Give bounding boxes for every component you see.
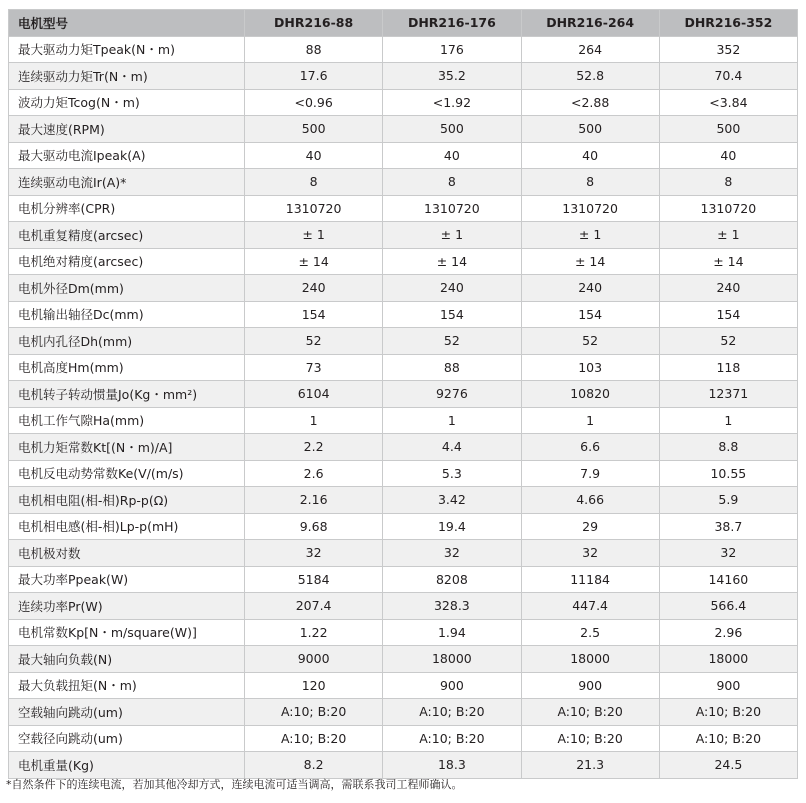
param-name-cell: 电机重复精度(arcsec) <box>9 222 245 249</box>
spec-table <box>8 9 798 779</box>
value-cell: 1310720 <box>659 195 797 222</box>
table-row <box>9 63 798 90</box>
value-cell: 8.2 <box>245 752 383 779</box>
value-cell: 32 <box>521 540 659 567</box>
param-name-cell: 电机转子转动惯量Jo(Kg・mm²) <box>9 381 245 408</box>
header-cell-model-176: DHR216-176 <box>383 10 521 37</box>
table-row <box>9 381 798 408</box>
value-cell: ± 14 <box>245 248 383 275</box>
value-cell: 9.68 <box>245 513 383 540</box>
table-row <box>9 593 798 620</box>
param-name-cell: 电机内孔径Dh(mm) <box>9 328 245 355</box>
value-cell: 2.96 <box>659 619 797 646</box>
table-row <box>9 89 798 116</box>
param-name-cell: 电机力矩常数Kt[(N・m)/A] <box>9 434 245 461</box>
table-row <box>9 222 798 249</box>
value-cell: 9000 <box>245 646 383 673</box>
table-row <box>9 36 798 63</box>
value-cell: 88 <box>245 36 383 63</box>
value-cell: 6104 <box>245 381 383 408</box>
value-cell: 11184 <box>521 566 659 593</box>
value-cell: 7.9 <box>521 460 659 487</box>
table-row <box>9 301 798 328</box>
value-cell: 40 <box>245 142 383 169</box>
value-cell: 73 <box>245 354 383 381</box>
value-cell: <3.84 <box>659 89 797 116</box>
value-cell: 176 <box>383 36 521 63</box>
table-row <box>9 619 798 646</box>
table-row <box>9 407 798 434</box>
value-cell: 18000 <box>383 646 521 673</box>
value-cell: 14160 <box>659 566 797 593</box>
value-cell: 6.6 <box>521 434 659 461</box>
value-cell: 5184 <box>245 566 383 593</box>
value-cell: 12371 <box>659 381 797 408</box>
value-cell: 154 <box>659 301 797 328</box>
value-cell: 70.4 <box>659 63 797 90</box>
value-cell: 240 <box>245 275 383 302</box>
value-cell: 1.22 <box>245 619 383 646</box>
value-cell: 18000 <box>659 646 797 673</box>
header-cell-model-264: DHR216-264 <box>521 10 659 37</box>
value-cell: 120 <box>245 672 383 699</box>
value-cell: ± 14 <box>659 248 797 275</box>
value-cell: 352 <box>659 36 797 63</box>
param-name-cell: 电机输出轴径Dc(mm) <box>9 301 245 328</box>
table-row <box>9 328 798 355</box>
value-cell: 52 <box>245 328 383 355</box>
param-name-cell: 电机绝对精度(arcsec) <box>9 248 245 275</box>
param-name-cell: 电机工作气隙Ha(mm) <box>9 407 245 434</box>
value-cell: 118 <box>659 354 797 381</box>
value-cell: A:10; B:20 <box>659 725 797 752</box>
value-cell: 500 <box>521 116 659 143</box>
value-cell: 52.8 <box>521 63 659 90</box>
table-row <box>9 460 798 487</box>
value-cell: 328.3 <box>383 593 521 620</box>
table-row <box>9 354 798 381</box>
header-cell-model: 电机型号 <box>9 10 245 37</box>
value-cell: 154 <box>245 301 383 328</box>
value-cell: 8 <box>245 169 383 196</box>
value-cell: ± 14 <box>521 248 659 275</box>
value-cell: 103 <box>521 354 659 381</box>
value-cell: 1.94 <box>383 619 521 646</box>
value-cell: 207.4 <box>245 593 383 620</box>
value-cell: 10.55 <box>659 460 797 487</box>
table-row <box>9 142 798 169</box>
value-cell: 1 <box>521 407 659 434</box>
value-cell: 1310720 <box>245 195 383 222</box>
table-row <box>9 752 798 779</box>
param-name-cell: 电机相电阻(相-相)Rp-p(Ω) <box>9 487 245 514</box>
value-cell: 2.16 <box>245 487 383 514</box>
value-cell: 5.3 <box>383 460 521 487</box>
value-cell: 24.5 <box>659 752 797 779</box>
table-row <box>9 540 798 567</box>
param-name-cell: 电机相电感(相-相)Lp-p(mH) <box>9 513 245 540</box>
table-row <box>9 434 798 461</box>
value-cell: 3.42 <box>383 487 521 514</box>
value-cell: 4.4 <box>383 434 521 461</box>
value-cell: 52 <box>521 328 659 355</box>
value-cell: 900 <box>383 672 521 699</box>
value-cell: A:10; B:20 <box>383 699 521 726</box>
value-cell: 900 <box>521 672 659 699</box>
value-cell: 17.6 <box>245 63 383 90</box>
value-cell: 10820 <box>521 381 659 408</box>
value-cell: 18.3 <box>383 752 521 779</box>
table-row <box>9 116 798 143</box>
header-row <box>9 10 798 37</box>
param-name-cell: 电机高度Hm(mm) <box>9 354 245 381</box>
param-name-cell: 波动力矩Tcog(N・m) <box>9 89 245 116</box>
table-row <box>9 646 798 673</box>
table-row <box>9 248 798 275</box>
value-cell: ± 14 <box>383 248 521 275</box>
value-cell: 1310720 <box>521 195 659 222</box>
param-name-cell: 最大驱动电流Ipeak(A) <box>9 142 245 169</box>
table-row <box>9 699 798 726</box>
value-cell: 500 <box>659 116 797 143</box>
value-cell: 38.7 <box>659 513 797 540</box>
value-cell: ± 1 <box>659 222 797 249</box>
value-cell: 40 <box>659 142 797 169</box>
value-cell: 52 <box>383 328 521 355</box>
value-cell: 900 <box>659 672 797 699</box>
value-cell: <0.96 <box>245 89 383 116</box>
value-cell: 19.4 <box>383 513 521 540</box>
value-cell: 9276 <box>383 381 521 408</box>
param-name-cell: 电机极对数 <box>9 540 245 567</box>
value-cell: 240 <box>521 275 659 302</box>
param-name-cell: 电机分辨率(CPR) <box>9 195 245 222</box>
param-name-cell: 电机重量(Kg) <box>9 752 245 779</box>
value-cell: A:10; B:20 <box>659 699 797 726</box>
param-name-cell: 最大轴向负载(N) <box>9 646 245 673</box>
value-cell: 2.6 <box>245 460 383 487</box>
param-name-cell: 连续功率Pr(W) <box>9 593 245 620</box>
table-row <box>9 513 798 540</box>
value-cell: 1 <box>383 407 521 434</box>
header-cell-model-352: DHR216-352 <box>659 10 797 37</box>
value-cell: <1.92 <box>383 89 521 116</box>
value-cell: 88 <box>383 354 521 381</box>
table-row <box>9 275 798 302</box>
value-cell: A:10; B:20 <box>383 725 521 752</box>
value-cell: 8 <box>521 169 659 196</box>
table-row <box>9 195 798 222</box>
value-cell: 40 <box>383 142 521 169</box>
value-cell: 1 <box>659 407 797 434</box>
value-cell: 1310720 <box>383 195 521 222</box>
value-cell: 8208 <box>383 566 521 593</box>
value-cell: ± 1 <box>245 222 383 249</box>
param-name-cell: 连续驱动电流Ir(A)* <box>9 169 245 196</box>
param-name-cell: 空载轴向跳动(um) <box>9 699 245 726</box>
table-row <box>9 487 798 514</box>
value-cell: ± 1 <box>521 222 659 249</box>
value-cell: A:10; B:20 <box>245 699 383 726</box>
value-cell: A:10; B:20 <box>521 699 659 726</box>
value-cell: A:10; B:20 <box>245 725 383 752</box>
param-name-cell: 最大负载扭矩(N・m) <box>9 672 245 699</box>
value-cell: 154 <box>383 301 521 328</box>
value-cell: 35.2 <box>383 63 521 90</box>
value-cell: 154 <box>521 301 659 328</box>
value-cell: <2.88 <box>521 89 659 116</box>
value-cell: 5.9 <box>659 487 797 514</box>
table-row <box>9 169 798 196</box>
value-cell: 264 <box>521 36 659 63</box>
param-name-cell: 最大速度(RPM) <box>9 116 245 143</box>
value-cell: 32 <box>659 540 797 567</box>
table-row <box>9 672 798 699</box>
value-cell: 21.3 <box>521 752 659 779</box>
value-cell: 40 <box>521 142 659 169</box>
value-cell: 447.4 <box>521 593 659 620</box>
footnote: *自然条件下的连续电流，若加其他冷却方式，连续电流可适当调高，需联系我司工程师确认。 <box>6 778 463 791</box>
param-name-cell: 电机外径Dm(mm) <box>9 275 245 302</box>
value-cell: 32 <box>245 540 383 567</box>
value-cell: ± 1 <box>383 222 521 249</box>
table-row <box>9 566 798 593</box>
param-name-cell: 电机反电动势常数Ke(V/(m/s) <box>9 460 245 487</box>
value-cell: 32 <box>383 540 521 567</box>
value-cell: 8.8 <box>659 434 797 461</box>
value-cell: A:10; B:20 <box>521 725 659 752</box>
param-name-cell: 连续驱动力矩Tr(N・m) <box>9 63 245 90</box>
value-cell: 2.5 <box>521 619 659 646</box>
header-cell-model-88: DHR216-88 <box>245 10 383 37</box>
value-cell: 240 <box>383 275 521 302</box>
table-row <box>9 725 798 752</box>
value-cell: 29 <box>521 513 659 540</box>
value-cell: 2.2 <box>245 434 383 461</box>
value-cell: 52 <box>659 328 797 355</box>
param-name-cell: 电机常数Kp[N・m/square(W)] <box>9 619 245 646</box>
value-cell: 18000 <box>521 646 659 673</box>
param-name-cell: 空载径向跳动(um) <box>9 725 245 752</box>
param-name-cell: 最大驱动力矩Tpeak(N・m) <box>9 36 245 63</box>
value-cell: 4.66 <box>521 487 659 514</box>
param-name-cell: 最大功率Ppeak(W) <box>9 566 245 593</box>
value-cell: 8 <box>659 169 797 196</box>
value-cell: 500 <box>383 116 521 143</box>
value-cell: 500 <box>245 116 383 143</box>
value-cell: 566.4 <box>659 593 797 620</box>
value-cell: 1 <box>245 407 383 434</box>
value-cell: 240 <box>659 275 797 302</box>
value-cell: 8 <box>383 169 521 196</box>
